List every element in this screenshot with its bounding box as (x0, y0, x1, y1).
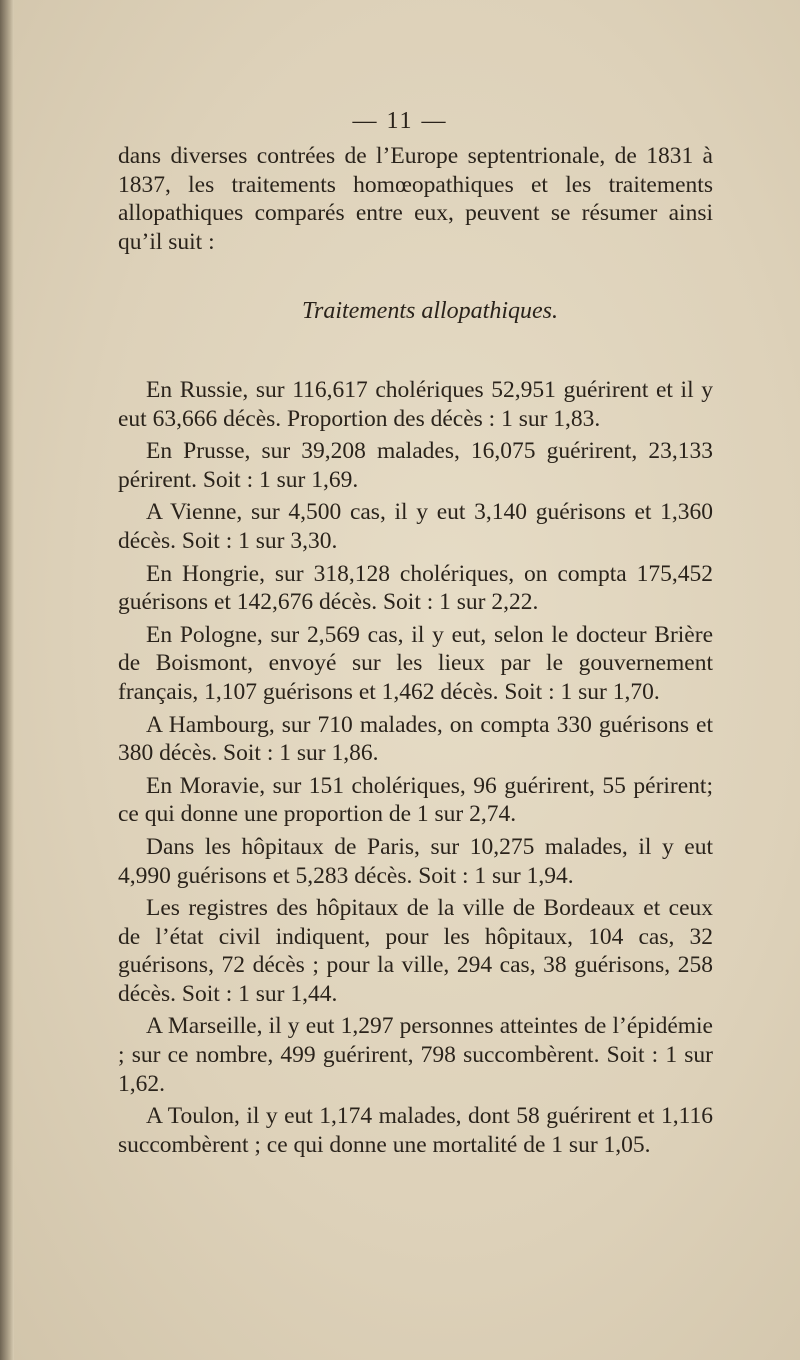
page-number: — 11 — (352, 108, 448, 134)
body-text (118, 376, 713, 1163)
paragraph-marseille: A Marseille, il y eut 1,297 personnes atteintes de l’épidémie ; sur ce nombre, 499 guérirent, 798 succombèrent. Soit : 1 sur 1,62. (118, 1013, 713, 1097)
intro-block (118, 142, 713, 260)
section-heading: Traitements allopathiques. (301, 298, 558, 324)
paragraph-hongrie: En Hongrie, sur 318,128 cholériques, on compta 175,452 guérisons et 142,676 décès. Soit : 1 sur 2,22. (118, 560, 713, 616)
paragraph-hambourg: A Hambourg, sur 710 malades, on compta 330 guérisons et 380 décès. Soit : 1 sur 1,86. (118, 711, 713, 767)
paragraph-prusse: En Prusse, sur 39,208 malades, 16,075 guérirent, 23,133 périrent. Soit : 1 sur 1,69. (118, 438, 713, 493)
paragraph-toulon: A Toulon, il y eut 1,174 malades, dont 58 guérirent et 1,116 succombèrent ; ce qui donne une mortalité de 1 sur 1,05. (118, 1103, 713, 1158)
paragraph-pologne: En Pologne, sur 2,569 cas, il y eut, selon le docteur Brière de Boismont, envoyé sur les lieux par le gouvernement français, 1,107 guérisons et 1,462 décès. Soit : 1 sur 1,70. (118, 621, 713, 705)
book-binding-edge (0, 0, 14, 1360)
paragraph-paris: Dans les hôpitaux de Paris, sur 10,275 malades, il y eut 4,990 guérisons et 5,283 décès. Soit : 1 sur 1,94. (118, 833, 713, 889)
paragraph-vienne: A Vienne, sur 4,500 cas, il y eut 3,140 guérisons et 1,360 décès. Soit : 1 sur 3,30. (118, 499, 713, 554)
paragraph-bordeaux: Les registres des hôpitaux de la ville de Bordeaux et ceux de l’état civil indiquent, pour les hôpitaux, 104 cas, 32 guérisons, 72 décès ; pour la ville, 294 cas, 38 guérisons, 258 décès. Soit : 1 sur 1,44. (118, 895, 713, 1007)
paragraph-russie: En Russie, sur 116,617 cholériques 52,951 guérirent et il y eut 63,666 décès. Proportion des décès : 1 sur 1,83. (118, 377, 713, 432)
intro-paragraph: dans diverses contrées de l’Europe septentrionale, de 1831 à 1837, les traitements homœopathiques et les traitements allopathiques comparés entre eux, peuvent se résumer ainsi qu’il suit : (118, 143, 713, 255)
paragraph-moravie: En Moravie, sur 151 cholériques, 96 guérirent, 55 périrent; ce qui donne une proportion de 1 sur 2,74. (118, 772, 713, 828)
